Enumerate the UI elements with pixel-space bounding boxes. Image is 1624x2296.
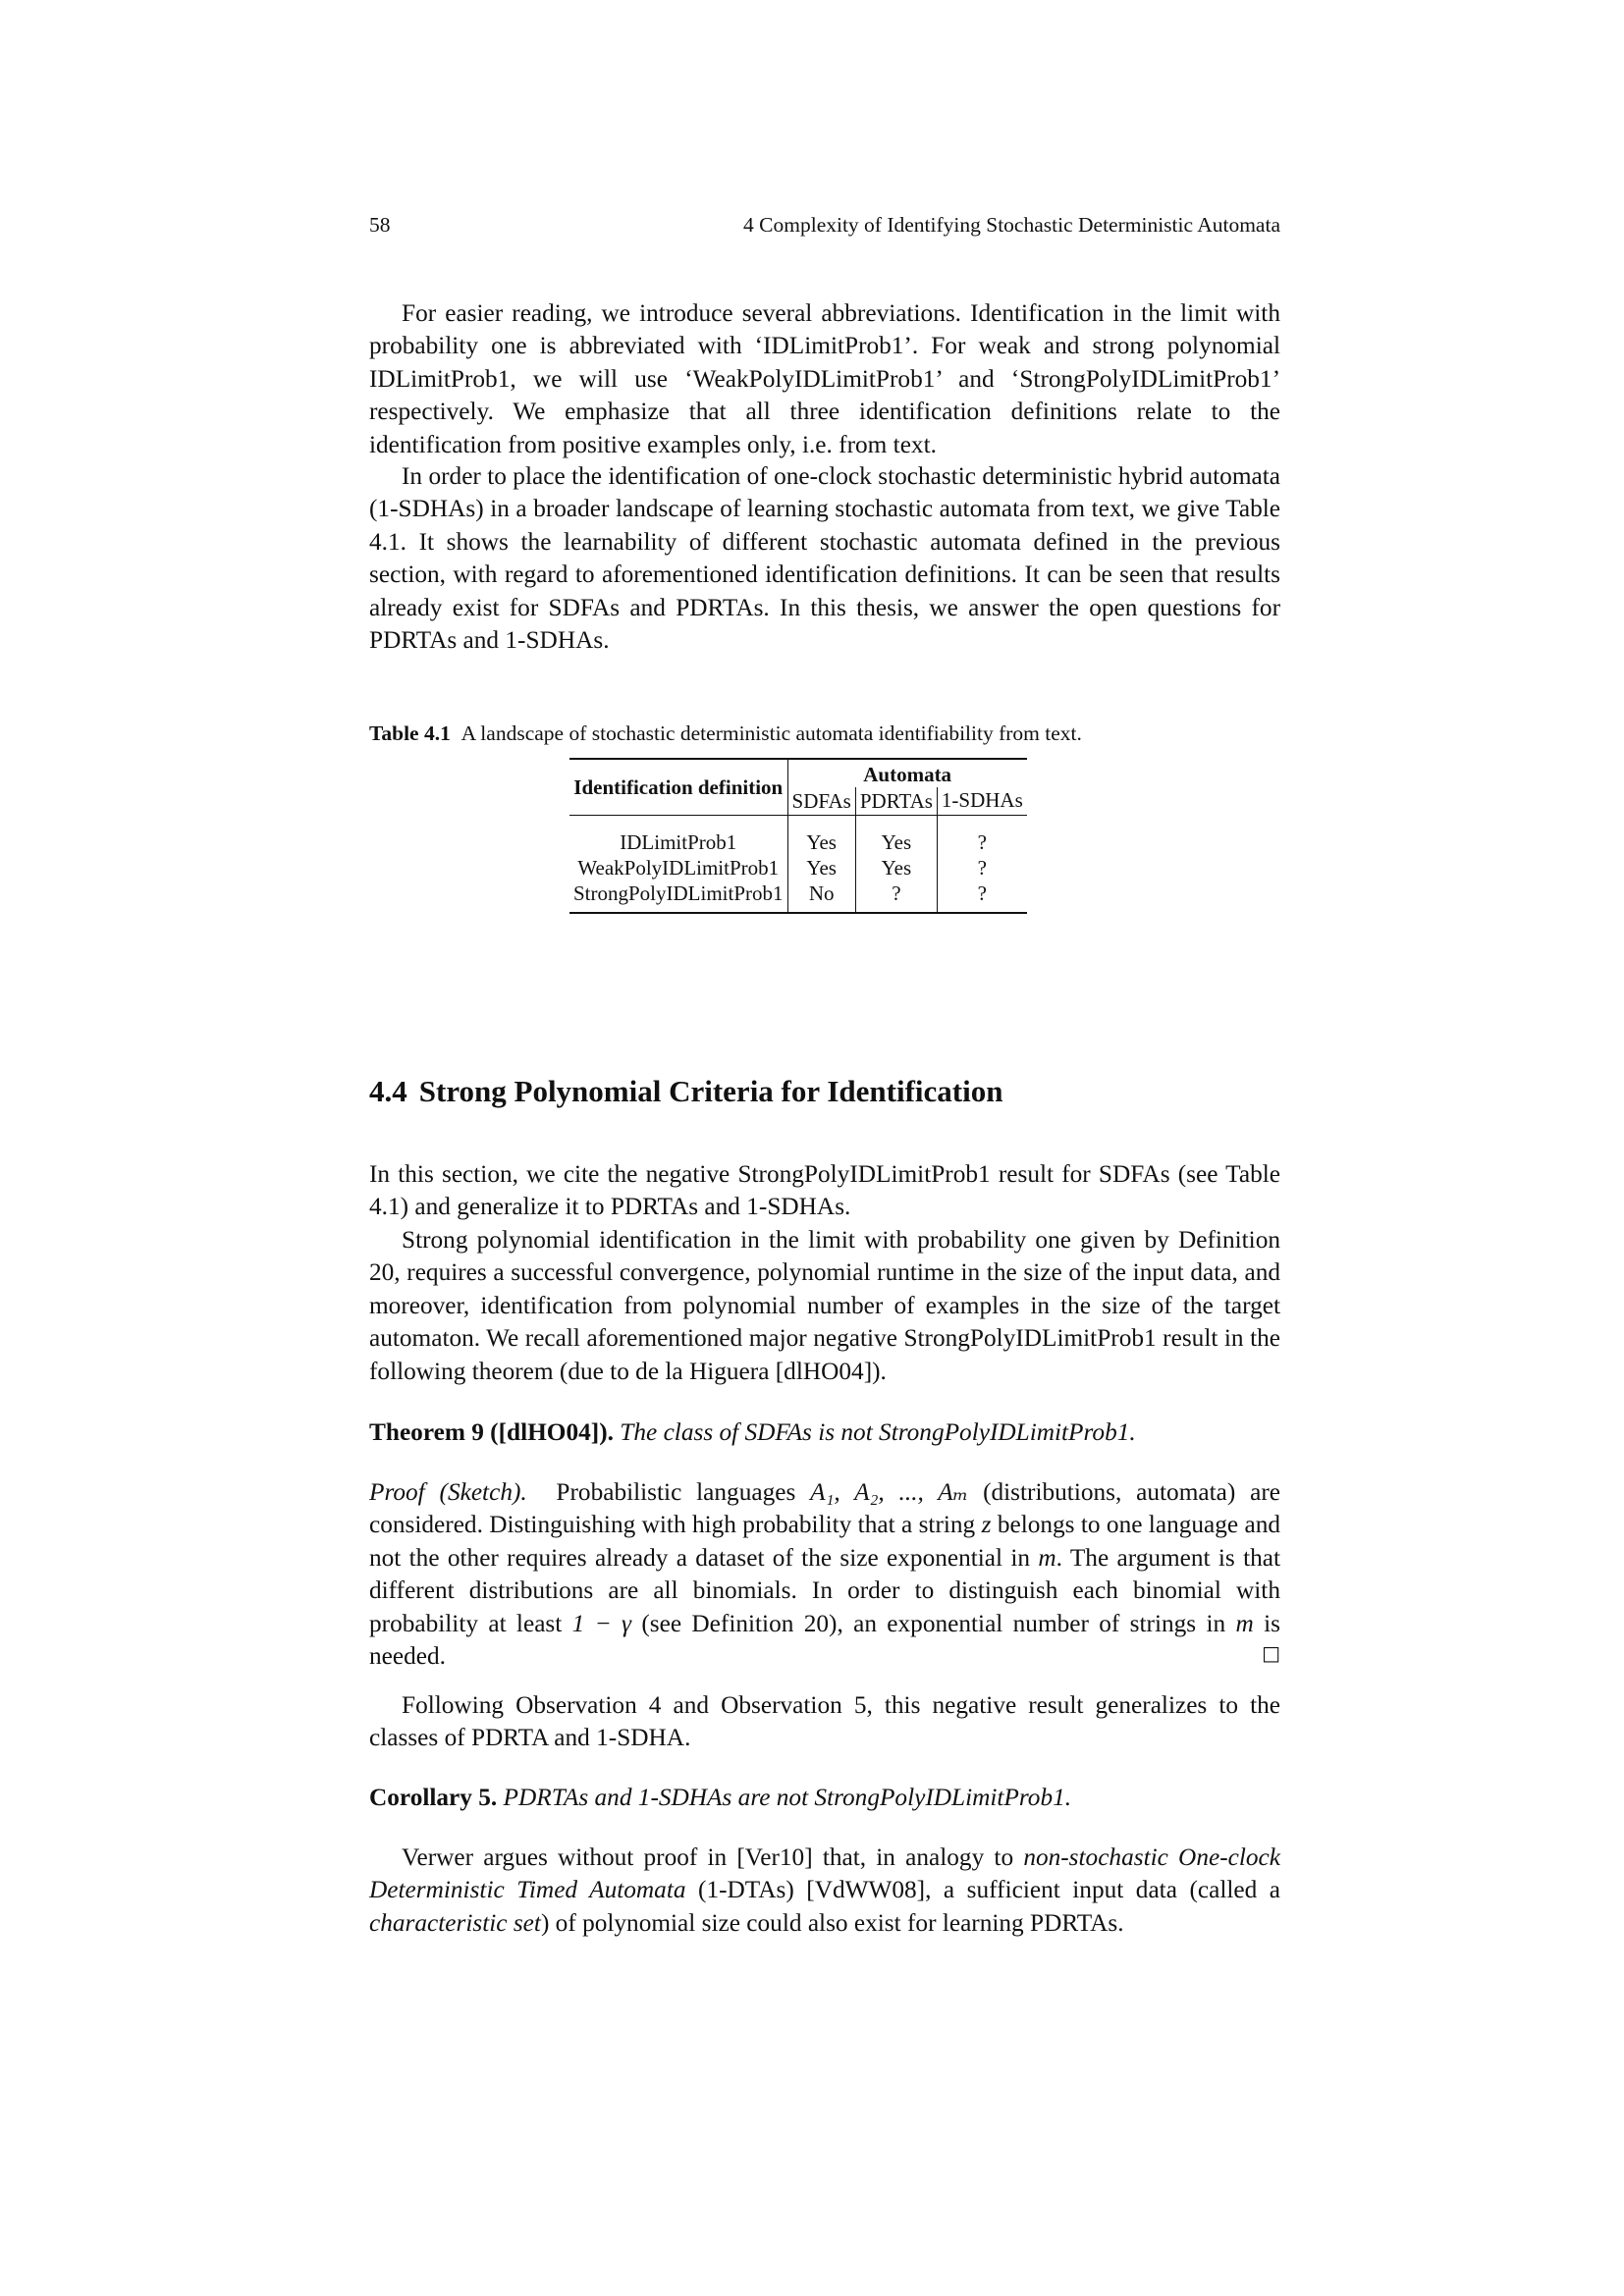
table-cell: ? bbox=[977, 830, 987, 854]
section-title: Strong Polynomial Criteria for Identification bbox=[418, 1074, 1003, 1108]
theorem-statement: The class of SDFAs is not StrongPolyIDLimitProb1. bbox=[620, 1418, 1136, 1446]
proof-text: is needed. bbox=[369, 1609, 1280, 1671]
section-paragraph-2: Strong polynomial identification in the limit with probability one given by Definition 20, requires a successful convergence, polynomial runtime in the size of the input data, and moreover, identification from polynomial number of examples in the size of the target automaton. We recall aforementioned major negative StrongPolyIDLimitProb1 result in the following theorem (due to de la Higuera [dlHO04]). bbox=[369, 1226, 1280, 1385]
closing-text: ) of polynomial size could also exist for learning PDRTAs. bbox=[540, 1908, 1124, 1937]
column-header-sdfas: SDFAs bbox=[787, 787, 855, 816]
table-cell: ? bbox=[855, 881, 937, 913]
chapter-title: 4 Complexity of Identifying Stochastic Deterministic Automata bbox=[743, 213, 1280, 237]
column-header-pdrtas: PDRTAs bbox=[855, 787, 937, 816]
closing-italic: non-stochastic One-clock Deterministic Timed Automata bbox=[369, 1843, 1280, 1904]
math-string-z: z bbox=[981, 1511, 992, 1539]
corollary-label: Corollary 5. bbox=[369, 1784, 498, 1811]
running-header bbox=[369, 208, 1280, 241]
theorem-9 bbox=[369, 1416, 1280, 1449]
proof-text: . The argument is that different distributions are all binomials. In order to distinguish each binomial with probability at least bbox=[369, 1543, 1281, 1637]
section-heading bbox=[369, 1072, 1280, 1111]
proof-text: Probabilistic languages bbox=[556, 1478, 796, 1506]
proof-text: belongs to one language and not the other requires already a dataset of the size exponential in bbox=[369, 1511, 1281, 1572]
table-caption bbox=[369, 719, 1280, 748]
table-row bbox=[569, 881, 1027, 913]
row-label: IDLimitProb1 bbox=[569, 829, 787, 855]
row-header-cell: Identification definition bbox=[569, 759, 787, 816]
table-cell: Yes bbox=[855, 855, 937, 881]
math-one-minus-gamma: 1 − γ bbox=[571, 1609, 631, 1637]
table-cell: Yes bbox=[855, 829, 937, 855]
table-cell: No bbox=[787, 881, 855, 913]
qed-square-icon: □ bbox=[1262, 1641, 1280, 1666]
closing-text: (1-DTAs) [VdWW08], a sufficient input data (called a bbox=[698, 1876, 1281, 1904]
closing-text: Verwer argues without proof in [Ver10] that, in analogy to bbox=[402, 1843, 1014, 1871]
followup-paragraph: Following Observation 4 and Observation 5, this negative result generalizes to the classes of PDRTA and 1-SDHA. bbox=[369, 1691, 1280, 1752]
closing-italic: characteristic set bbox=[369, 1908, 541, 1937]
intro-paragraph-2: In order to place the identification of one-clock stochastic deterministic hybrid automata (1-SDHAs) in a broader landscape of learning stochastic automata from text, we give Table 4.1. It shows the learnability of different stochastic automata defined in the previous section, with regard to aforementioned identification definitions. It can be seen that results already exist for SDFAs and PDRTAs. In this thesis, we answer the open questions for PDRTAs and 1-SDHAs. bbox=[369, 462, 1280, 655]
proof-label: Proof (Sketch). bbox=[369, 1478, 527, 1506]
section-paragraph-1: In this section, we cite the negative StrongPolyIDLimitProb1 result for SDFAs (see Table 4.1) and generalize it to PDRTAs and 1-SDHAs. bbox=[369, 1160, 1280, 1221]
section-number: 4.4 bbox=[369, 1074, 407, 1108]
table-row bbox=[569, 855, 1027, 881]
column-header-1sdhas: 1-SDHAs bbox=[937, 787, 1026, 816]
table-cell: ? bbox=[977, 856, 987, 880]
corollary-5 bbox=[369, 1782, 1280, 1814]
math-languages: A₁, A₂, ..., Aₘ bbox=[810, 1478, 969, 1506]
table-cell: Yes bbox=[787, 829, 855, 855]
table-row bbox=[569, 829, 1027, 855]
table-cell: ? bbox=[977, 881, 987, 905]
proof-text: (distributions, automata) are considered. Distinguishing with high probability that a string bbox=[369, 1478, 1281, 1539]
page-number: 58 bbox=[369, 213, 391, 237]
automata-group-header: Automata bbox=[863, 763, 952, 786]
row-label: WeakPolyIDLimitProb1 bbox=[569, 855, 787, 881]
math-m: m bbox=[1235, 1609, 1254, 1637]
table-caption-text: A landscape of stochastic deterministic automata identifiability from text. bbox=[460, 721, 1082, 745]
identifiability-table bbox=[569, 758, 1027, 914]
corollary-statement: PDRTAs and 1-SDHAs are not StrongPolyIDLimitProb1. bbox=[503, 1784, 1072, 1811]
intro-paragraph-1: For easier reading, we introduce several abbreviations. Identification in the limit with probability one is abbreviated with ‘IDLimitProb1’. For weak and strong polynomial IDLimitProb1, we will use ‘WeakPolyIDLimitProb1’ and ‘StrongPolyIDLimitProb1’ respectively. We emphasize that all three identification definitions relate to the identification from positive examples only, i.e. from text. bbox=[369, 299, 1280, 458]
closing-paragraph bbox=[369, 1842, 1280, 1940]
theorem-label: Theorem 9 ([dlHO04]). bbox=[369, 1418, 614, 1446]
proof-text: (see Definition 20), an exponential number of strings in bbox=[641, 1609, 1226, 1637]
proof-sketch bbox=[369, 1476, 1280, 1673]
table-caption-label: Table 4.1 bbox=[369, 721, 451, 745]
math-m: m bbox=[1038, 1543, 1056, 1572]
table-cell: Yes bbox=[787, 855, 855, 881]
row-label: StrongPolyIDLimitProb1 bbox=[569, 881, 787, 913]
